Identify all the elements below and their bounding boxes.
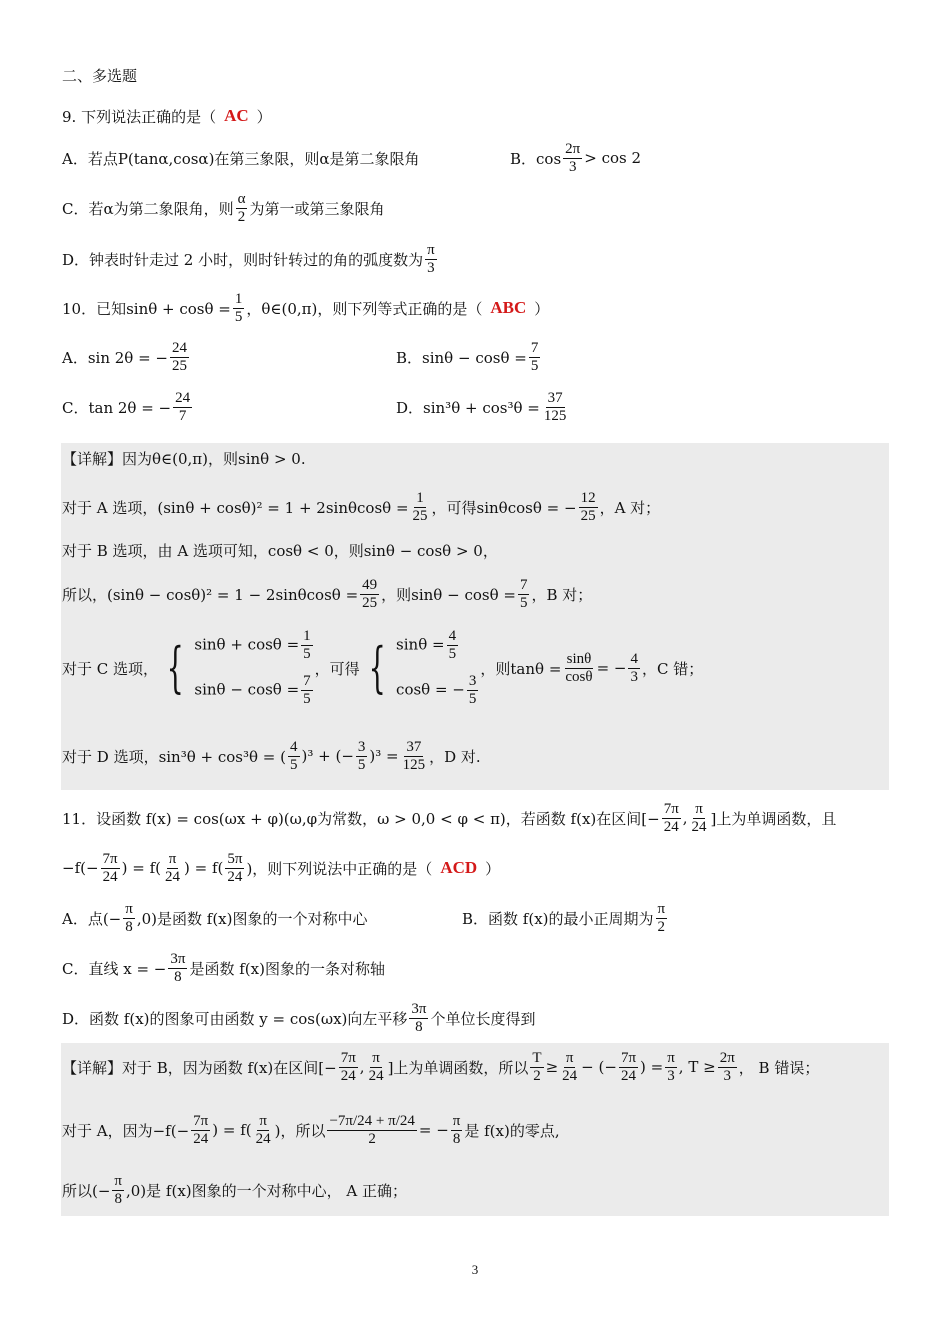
fraction: $\frac{7\pi}{24}$ (620, 1049, 637, 1084)
question-9-stem: 9. 下列说法正确的是（ AC ） (62, 106, 272, 126)
fraction: $\frac{3}{5}$ (357, 738, 366, 773)
fraction: $\frac{4}{5}$ (448, 628, 457, 662)
fraction: π 24 (368, 1049, 384, 1084)
question-10-stem: 10．已知sinθ + cosθ = $\frac{1}{5}$ ，θ∈(0,π)，则下列等式正确的是（ ABC ） (62, 290, 550, 325)
fraction: $\frac{\pi}{8}$ (452, 1112, 461, 1147)
section-heading: 二、多选题 (62, 66, 138, 85)
fraction: $\frac{7}{5}$ (530, 339, 539, 374)
equation-system: sinθ + cosθ = $\frac{1}{5}$ sinθ − cosθ = $\frac{7}{5}$ (194, 628, 311, 707)
fraction: π 24 (691, 800, 707, 835)
page-number: 3 (471, 1262, 479, 1277)
question-11-line-2: −f(− $\frac{7\pi}{24}$ ) = f( π 24 ) = f( 5π 24 )，则下列说法中正确的是（ ACD ） (62, 850, 501, 885)
fraction: $\frac{7\pi}{24}$ (193, 1112, 209, 1147)
fraction: α 2 (237, 190, 246, 225)
fraction: π 24 (165, 850, 180, 885)
fraction: $\frac{1}{25}$ (412, 489, 428, 524)
fraction: $\frac{4}{3}$ (630, 650, 638, 685)
fraction: $\frac{\sin\theta}{\cos\theta}$ (565, 650, 593, 685)
fraction: $\frac{3}{5}$ (468, 673, 477, 707)
sol11-line-2: 对于 A，因为−f(− $\frac{7\pi}{24}$ ) = f( π 24 )，所以 $\frac{-7\pi/24 + \pi/24}{2}$ = − $\frac{\pi}{8}$ 是 f(x)的零点, (62, 1112, 560, 1147)
q10-option-b: B．sinθ − cosθ = $\frac{7}{5}$ (396, 339, 539, 374)
answer-badge: AC (224, 106, 249, 125)
fraction: π 3 (427, 241, 435, 276)
equation-system: sinθ = $\frac{4}{5}$ cosθ = − $\frac{3}{5}$ (396, 628, 477, 707)
fraction: $\frac{37}{125}$ (543, 389, 567, 424)
fraction: $\frac{\pi}{3}$ (667, 1049, 675, 1084)
q10-option-d: D．sin³θ + cos³θ = $\frac{37}{125}$ (396, 389, 567, 424)
fraction: $\frac{24}{25}$ (172, 339, 188, 374)
fraction: $\frac{7\pi}{24}$ (102, 850, 118, 885)
fraction: $\frac{1}{5}$ (303, 628, 311, 662)
fraction: $\frac{7}{5}$ (303, 673, 311, 707)
fraction: 5π 24 (227, 850, 243, 885)
fraction: 3π 8 (411, 1000, 427, 1035)
sol10-line-3: 对于 B 选项，由 A 选项可知，cosθ < 0，则sinθ − cosθ > 0， (62, 541, 498, 560)
q10-option-a: A．sin 2θ = − $\frac{24}{25}$ (62, 339, 188, 374)
fraction: π 24 (255, 1112, 271, 1147)
fraction: $\frac{3\pi}{8}$ (170, 950, 186, 985)
sol10-line-6: 对于 D 选项，sin³θ + cos³θ = ( 4 5 )³ + (− $\frac{3}{5}$ )³ = $\frac{37}{125}$ ，D 对. (62, 738, 481, 773)
fraction: $\frac{T}{2}$ (532, 1049, 542, 1084)
sol11-line-1: 【详解】对于 B，因为函数 f(x)在区间[− $\frac{7\pi}{24}$ , π 24 ]上为单调函数，所以 $\frac{T}{2}$ ≥ $\frac{\pi}{24}$ − (− $\frac{7\pi}{24}$ ) = $\frac{\pi}{3}$ , T ≥ $\frac{2\pi}{3}$ ， B 错误； (62, 1049, 820, 1084)
fraction: $\frac{7\pi}{24}$ (663, 800, 679, 835)
fraction: $\frac{24}{7}$ (175, 389, 191, 424)
fraction: $\frac{12}{25}$ (580, 489, 596, 524)
fraction: $\frac{1}{5}$ (234, 290, 243, 325)
answer-badge: ACD (440, 858, 478, 877)
fraction: $\frac{37}{125}$ (402, 738, 426, 773)
sol10-line-1: 【详解】因为θ∈(0,π)，则sinθ > 0. (62, 449, 306, 468)
sol10-line-5: 对于 C 选项， { sinθ + cosθ = $\frac{1}{5}$ sinθ − cosθ = $\frac{7}{5}$ ，可得 { sinθ = $\frac{4}{5}$ cosθ = − $\frac{3}{5}$ ，则tanθ = $\frac{\sin\theta}{\cos\theta}$ = − $\frac{4}{3}$ ，C 错； (62, 628, 704, 707)
sol10-line-4: 所以，(sinθ − cosθ)² = 1 − 2sinθcosθ = $\frac{49}{25}$ ，则sinθ − cosθ = $\frac{7}{5}$ ，B 对； (62, 576, 593, 611)
fraction: $\frac{7\pi}{24}$ (340, 1049, 356, 1084)
q11-option-c: C．直线 x = − $\frac{3\pi}{8}$ 是函数 f(x)图象的一条对称轴 (62, 950, 385, 985)
question-11-line-1: 11．设函数 f(x) = cos(ωx + φ)(ω,φ为常数，ω > 0,0 < φ < π)，若函数 f(x)在区间[− $\frac{7\pi}{24}$ , π 24 ]上为单调函数，且 (62, 800, 837, 835)
fraction: $\frac{49}{25}$ (362, 576, 378, 611)
sol10-line-2: 对于 A 选项，(sinθ + cosθ)² = 1 + 2sinθcosθ = $\frac{1}{25}$ ，可得sinθcosθ = − $\frac{12}{25}$ ，A 对； (62, 489, 661, 524)
q9-option-c: C．若α为第二象限角，则 α 2 为第一或第三象限角 (62, 190, 385, 225)
q9-option-d: D．钟表时针走过 2 小时，则时针转过的角的弧度数为 π 3 (62, 241, 435, 276)
fraction: $\frac{\pi}{24}$ (562, 1049, 578, 1084)
q10-option-c: C．tan 2θ = − $\frac{24}{7}$ (62, 389, 191, 424)
fraction: 2π 3 (565, 140, 581, 175)
fraction: $\frac{7}{5}$ (519, 576, 528, 611)
fraction: 4 5 (290, 738, 298, 773)
answer-badge: ABC (490, 298, 527, 317)
fraction: $\frac{2\pi}{3}$ (719, 1049, 735, 1084)
brace-icon: { (368, 636, 386, 699)
q11-option-d: D．函数 f(x)的图象可由函数 y = cos(ωx)向左平移 3π 8 个单位长度得到 (62, 1000, 536, 1035)
q11-option-a: A．点(− $\frac{\pi}{8}$ ,0)是函数 f(x)图象的一个对称中心 (62, 900, 368, 935)
sol11-line-3: 所以(− $\frac{\pi}{8}$ ,0)是 f(x)图象的一个对称中心， A 正确； (62, 1172, 408, 1207)
fraction: $\frac{-7\pi/24 + \pi/24}{2}$ (329, 1112, 415, 1147)
fraction: $\frac{\pi}{8}$ (125, 900, 133, 935)
fraction: $\frac{\pi}{8}$ (114, 1172, 122, 1207)
q11-option-b: B．函数 f(x)的最小正周期为 π 2 (462, 900, 666, 935)
fraction: π 2 (657, 900, 666, 935)
q9-option-b: B．cos 2π 3 > cos 2 (510, 140, 642, 175)
q9-option-a: A．若点P(tanα,cosα)在第三象限，则α是第二象限角 (62, 149, 420, 168)
brace-icon: { (166, 636, 184, 699)
